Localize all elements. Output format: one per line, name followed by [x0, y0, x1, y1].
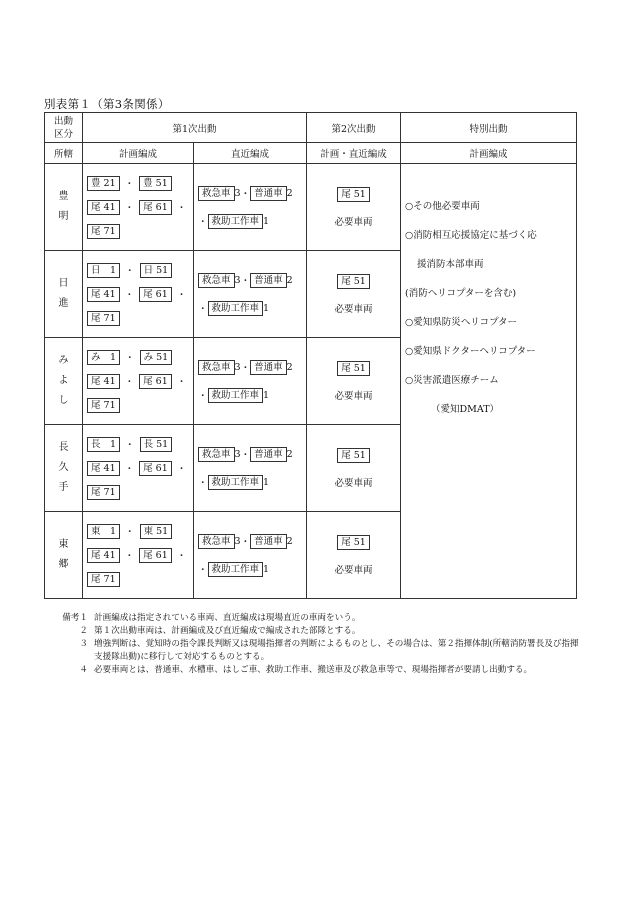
- vehicle-count: 2: [286, 187, 293, 199]
- separator-dot: ・: [176, 464, 187, 475]
- area-name-char: 明: [58, 211, 69, 222]
- required-vehicles: 必要車両: [334, 564, 373, 576]
- vehicle-box: 救助工作車: [208, 214, 264, 229]
- unit-box: 東 51: [140, 524, 173, 539]
- unit-box: 尾 71: [87, 398, 120, 413]
- separator-dot: ・: [176, 290, 187, 301]
- unit-box: 尾 61: [139, 200, 172, 215]
- special-item: ○災害派遣医療チーム: [405, 375, 499, 386]
- separator-dot: ・: [240, 276, 251, 287]
- plan-line: [87, 171, 193, 195]
- vehicle-box: 救助工作車: [208, 388, 264, 403]
- unit-box: 豊 21: [87, 176, 120, 191]
- unit-box: 尾 41: [87, 548, 120, 563]
- unit-box: 尾 71: [87, 311, 120, 326]
- remark-number: ３: [79, 639, 88, 649]
- vehicle-count: 1: [263, 389, 270, 401]
- first-dispatch-header: 第1次出動: [83, 113, 307, 143]
- nearest-cell: [194, 512, 307, 599]
- unit-box: 豊 51: [139, 176, 172, 191]
- remark-item: [44, 625, 584, 638]
- separator-dot: ・: [125, 266, 135, 277]
- vehicle-count: 1: [263, 476, 270, 488]
- separator-dot: ・: [124, 290, 135, 301]
- vehicle-count: 3: [234, 361, 241, 373]
- vehicle-count: 2: [286, 535, 293, 547]
- required-vehicles: 必要車両: [334, 303, 373, 315]
- separator-dot: ・: [198, 565, 208, 576]
- area-name-char: 郷: [58, 559, 69, 570]
- area-cell: [45, 425, 83, 512]
- vehicle-box: 普通車: [250, 360, 287, 375]
- remark-number: 備考１: [62, 613, 88, 623]
- vehicle-count: 3: [234, 187, 241, 199]
- separator-dot: ・: [124, 179, 135, 190]
- area-cell: [45, 338, 83, 425]
- vehicle-box: 救急車: [198, 534, 235, 549]
- separator-dot: ・: [240, 450, 251, 461]
- table-title: 別表第１（第3条関係）: [44, 97, 170, 111]
- vehicle-count: 2: [286, 274, 293, 286]
- separator-dot: ・: [198, 304, 208, 315]
- vehicle-box: 救急車: [198, 186, 235, 201]
- dispatch-table: [44, 112, 577, 599]
- remark-text: 第１次出動車両は、計画編成及び直近編成で編成された部隊とする。: [94, 626, 361, 636]
- special-item: 援消防本部車両: [417, 259, 484, 270]
- remark-text: 計画編成は指定されている車両、直近編成は現場直近の車両をいう。: [94, 613, 361, 623]
- vehicle-box: 普通車: [250, 534, 287, 549]
- unit-box: 尾 61: [139, 374, 172, 389]
- area-name-char: 東: [58, 539, 69, 550]
- separator-dot: ・: [124, 551, 135, 562]
- plan-line: [87, 219, 193, 243]
- nearest-line: [198, 207, 306, 235]
- second-cell: [307, 425, 401, 512]
- separator-dot: ・: [198, 391, 208, 402]
- vehicle-box: 救助工作車: [208, 562, 264, 577]
- separator-dot: ・: [240, 363, 251, 374]
- vehicle-box: 普通車: [250, 447, 287, 462]
- second-unit-box: 尾 51: [337, 535, 370, 550]
- area-name-char: 豊: [58, 191, 69, 202]
- second-unit-box: 尾 51: [337, 448, 370, 463]
- unit-box: 尾 71: [87, 572, 120, 587]
- area-cell: [45, 164, 83, 251]
- area-cell: [45, 512, 83, 599]
- unit-box: 日 51: [140, 263, 173, 278]
- vehicle-count: 1: [263, 563, 270, 575]
- vehicle-count: 3: [234, 274, 241, 286]
- special-dispatch-header: 特別出動: [401, 113, 577, 143]
- separator-dot: ・: [125, 527, 135, 538]
- plan-line: [87, 519, 193, 543]
- nearest-line: [198, 468, 306, 496]
- nearest-line: [198, 381, 306, 409]
- plan-line: [87, 393, 193, 417]
- nearest-cell: [194, 425, 307, 512]
- remark-number: ２: [79, 626, 88, 636]
- vehicle-box: 救急車: [198, 447, 235, 462]
- unit-box: 尾 71: [87, 224, 120, 239]
- nearest-cell: [194, 164, 307, 251]
- plan-line: [87, 282, 193, 306]
- unit-box: 尾 61: [139, 287, 172, 302]
- remark-text: 増強判断は、覚知時の指令課長判断又は現場指揮者の判断によるものとし、その場合は、第２指揮体制(所轄消防署長及び指揮支援隊出動)に移行して対応するものとする。: [94, 639, 579, 662]
- plan-line: [87, 258, 193, 282]
- plan-line: [87, 369, 193, 393]
- unit-box: 尾 71: [87, 485, 120, 500]
- area-name-char: 日: [58, 278, 69, 289]
- vehicle-box: 普通車: [250, 273, 287, 288]
- unit-box: 日 1: [87, 263, 120, 278]
- remark-number: ４: [79, 665, 88, 675]
- unit-box: 東 1: [87, 524, 120, 539]
- second-unit-box: 尾 51: [337, 361, 370, 376]
- area-name-char: 進: [58, 298, 69, 309]
- vehicle-count: 2: [286, 448, 293, 460]
- plan-line: [87, 345, 193, 369]
- required-vehicles: 必要車両: [334, 390, 373, 402]
- second-cell: [307, 164, 401, 251]
- remark-item: [44, 638, 584, 664]
- plan-line: [87, 195, 193, 219]
- area-name-char: 手: [58, 482, 69, 493]
- nearest-cell: [194, 251, 307, 338]
- special-item: ○その他必要車両: [405, 201, 480, 212]
- unit-box: 尾 41: [87, 461, 120, 476]
- unit-box: 尾 41: [87, 200, 120, 215]
- unit-box: 長 51: [140, 437, 173, 452]
- remark-text: 必要車両とは、普通車、水槽車、はしご車、救助工作車、搬送車及び救急車等で、現場指揮者が要請し出動する。: [94, 665, 533, 675]
- nearest-cell: [194, 338, 307, 425]
- unit-box: 尾 61: [139, 461, 172, 476]
- plan-cell: [83, 512, 194, 599]
- nearest-header: 直近編成: [194, 143, 307, 164]
- plan-header: 計画編成: [83, 143, 194, 164]
- vehicle-count: 1: [263, 302, 270, 314]
- unit-box: 尾 41: [87, 287, 120, 302]
- second-cell: [307, 251, 401, 338]
- area-name-char: よ: [58, 375, 69, 386]
- nearest-line: [198, 527, 306, 555]
- special-item: ○愛知県ドクターヘリコプター: [405, 346, 536, 357]
- plan-cell: [83, 164, 194, 251]
- remark-item: [44, 612, 584, 625]
- separator-dot: ・: [198, 217, 208, 228]
- separator-dot: ・: [125, 440, 135, 451]
- separator-dot: ・: [124, 203, 135, 214]
- required-vehicles: 必要車両: [334, 477, 373, 489]
- separator-dot: ・: [124, 377, 135, 388]
- plan-cell: [83, 425, 194, 512]
- vehicle-box: 救急車: [198, 273, 235, 288]
- vehicle-count: 3: [234, 448, 241, 460]
- corner-header: 出動 区分: [45, 113, 83, 143]
- separator-dot: ・: [124, 464, 135, 475]
- plan-line: [87, 543, 193, 567]
- nearest-line: [198, 440, 306, 468]
- area-cell: [45, 251, 83, 338]
- vehicle-box: 救助工作車: [208, 301, 264, 316]
- separator-dot: ・: [125, 353, 135, 364]
- nearest-line: [198, 179, 306, 207]
- plan-cell: [83, 251, 194, 338]
- vehicle-box: 救急車: [198, 360, 235, 375]
- second-sub-header: 計画・直近編成: [307, 143, 401, 164]
- special-sub-header: 計画編成: [401, 143, 577, 164]
- nearest-line: [198, 555, 306, 583]
- separator-dot: ・: [240, 189, 251, 200]
- unit-box: み 51: [140, 350, 173, 365]
- second-dispatch-header: 第2次出動: [307, 113, 401, 143]
- nearest-line: [198, 294, 306, 322]
- separator-dot: ・: [176, 551, 187, 562]
- unit-box: 尾 41: [87, 374, 120, 389]
- second-unit-box: 尾 51: [337, 187, 370, 202]
- area-name-char: み: [58, 355, 69, 366]
- vehicle-count: 1: [263, 215, 270, 227]
- plan-cell: [83, 338, 194, 425]
- plan-line: [87, 432, 193, 456]
- vehicle-count: 2: [286, 361, 293, 373]
- separator-dot: ・: [176, 377, 187, 388]
- remarks: [44, 612, 584, 677]
- special-cell: [401, 164, 577, 599]
- special-item: ○消防相互応援協定に基づく応: [405, 230, 537, 241]
- unit-box: 尾 61: [139, 548, 172, 563]
- jurisdiction-header: 所轄: [45, 143, 83, 164]
- area-name-char: 長: [58, 442, 69, 453]
- nearest-line: [198, 353, 306, 381]
- nearest-line: [198, 266, 306, 294]
- special-item: (消防ヘリコプターを含む): [405, 288, 517, 299]
- second-cell: [307, 338, 401, 425]
- vehicle-box: 救助工作車: [208, 475, 264, 490]
- separator-dot: ・: [240, 537, 251, 548]
- second-unit-box: 尾 51: [337, 274, 370, 289]
- vehicle-count: 3: [234, 535, 241, 547]
- plan-line: [87, 480, 193, 504]
- area-name-char: し: [58, 395, 69, 406]
- separator-dot: ・: [198, 478, 208, 489]
- required-vehicles: 必要車両: [334, 216, 373, 228]
- plan-line: [87, 567, 193, 591]
- separator-dot: ・: [176, 203, 187, 214]
- plan-line: [87, 456, 193, 480]
- remark-item: [44, 664, 584, 677]
- unit-box: 長 1: [87, 437, 120, 452]
- unit-box: み 1: [87, 350, 120, 365]
- special-item: （愛知DMAT）: [431, 404, 500, 415]
- area-name-char: 久: [58, 462, 69, 473]
- special-item: ○愛知県防災ヘリコプター: [405, 317, 517, 328]
- second-cell: [307, 512, 401, 599]
- vehicle-box: 普通車: [250, 186, 287, 201]
- plan-line: [87, 306, 193, 330]
